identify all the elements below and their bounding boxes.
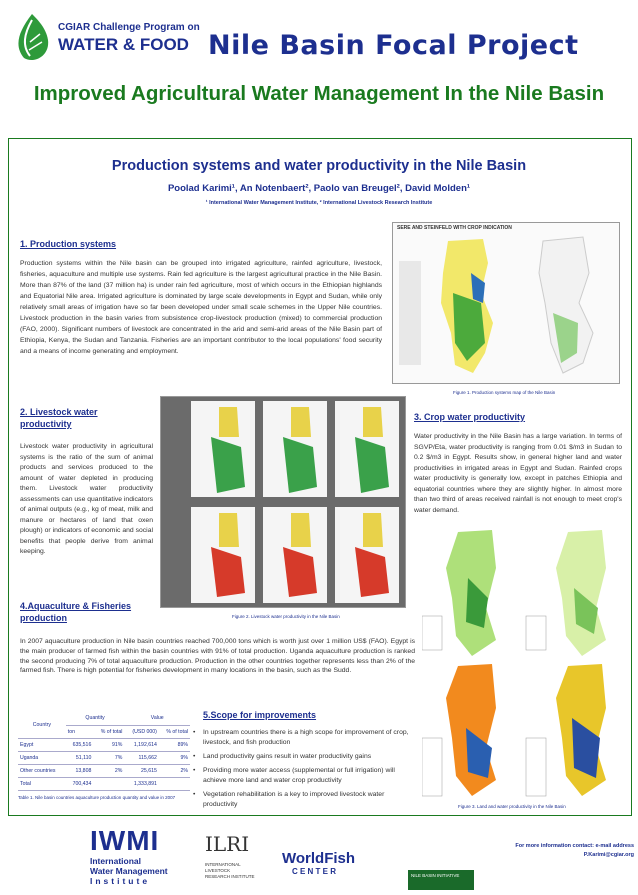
table-row xyxy=(18,764,190,777)
table-cell: 13,808 xyxy=(66,764,94,777)
ilri-logo: ILRI INTERNATIONAL LIVESTOCK RESEARCH INSTITUTE xyxy=(205,832,255,879)
contact-info: For more information contact: e-mail address P.Karimi@cgiar.org xyxy=(488,842,634,860)
col-quantity: Quantity xyxy=(66,712,125,725)
sub-col: (USD 000) xyxy=(124,725,159,738)
aquaculture-table xyxy=(18,712,190,800)
section3-text: Water productivity in the Nile Basin has a large variation. In terms of SGVP/Eta, water productivity is ranging from 0.01 $/m3 in Sudan to 0.2 $/m3 in Egypt. Results show, in general higher land and water productivities in irrigated areas in Egypt and Sudan. Rainfed crops water productivity is generally low, except in patches Ethiopia and equatorial countries where they are slightly higher. In almost more than two third of areas received rainfall is not enough to meet crop's water demand. xyxy=(414,433,622,514)
iwmi-logo: IWMI International Water Management Institute xyxy=(90,825,168,886)
section5-heading: 5.Scope for improvements xyxy=(203,710,317,720)
table-cell: 115,662 xyxy=(124,751,159,764)
table-caption: Table 1. Nile basin countries aquaculture production quantity and value in 2007 xyxy=(18,794,176,800)
sub-col: ton xyxy=(66,725,94,738)
col-value: Value xyxy=(124,712,190,725)
livestock-maps-grid xyxy=(161,397,406,608)
production-systems-map xyxy=(393,233,620,384)
list-item: • Land productivity gains result in water productivity gains xyxy=(193,752,415,762)
table-cell: 700,434 xyxy=(66,777,94,790)
figure1-map xyxy=(392,222,620,384)
leaf-drop-icon xyxy=(10,12,54,62)
productivity-maps xyxy=(422,528,632,802)
nbi-logo: NILE BASIN INITIATIVE xyxy=(408,870,474,890)
section4-heading: 4.Aquaculture & Fisheries production xyxy=(20,601,132,623)
table-cell xyxy=(159,777,190,790)
section1-heading: 1. Production systems xyxy=(20,239,117,249)
section2-text: Livestock water productivity in agricultural systems is the ratio of the sum of animal products and services produced to the amount of water depleted in producing them. Livestock water productivity assessments can use quantitative indicators of animal outputs (e.g., kg of meat, milk and manure or hectares of land that oxen plough) or indicators of economic and social benefits that people derive from animal keeping. xyxy=(20,443,153,555)
table-cell: Egypt xyxy=(18,738,66,751)
col-country: Country xyxy=(18,712,66,738)
table-cell xyxy=(93,777,124,790)
table-cell: 635,516 xyxy=(66,738,94,751)
section5-bullets xyxy=(193,728,415,814)
table-cell: 2% xyxy=(159,764,190,777)
cgiar-logo xyxy=(6,8,206,68)
table-cell: 1,333,891 xyxy=(124,777,159,790)
poster-title: Production systems and water productivity in the Nile Basin xyxy=(111,158,527,174)
figure2-caption: Figure 2. Livestock water productivity in the Nile Basin xyxy=(232,614,340,619)
section2-heading: 2. Livestock water productivity xyxy=(20,407,98,429)
table-row xyxy=(18,738,190,751)
worldfish-logo: WorldFish C E N T E R xyxy=(282,850,356,876)
authors: Poolad Karimi¹, An Notenbaert², Paolo van Breugel², David Molden¹ xyxy=(167,183,471,194)
section4-text: In 2007 aquaculture production in Nile basin countries reached 700,000 tons which is worth just over 1 million US$ (FAO). Egypt is the main producer of farmed fish within the basin countries with 91% of total production. Uganda aquaculture production is ranked the second producing 7% of total aquaculture production. Production in the other countries together represents less than 2% of the farmed fish. There is high potential for fisheries development in many locations in the basin, such as the Sudd. xyxy=(20,638,415,675)
logo-line1: CGIAR Challenge Program on xyxy=(58,22,200,33)
list-item: • Providing more water access (supplemental or full irrigation) will achieve more land and water crop productivity xyxy=(193,766,415,786)
table-cell: 51,110 xyxy=(66,751,94,764)
table-cell: 89% xyxy=(159,738,190,751)
table-cell: 2% xyxy=(93,764,124,777)
contact-email[interactable]: P.Karimi@cgiar.org xyxy=(583,852,634,858)
table-cell: Other countries xyxy=(18,764,66,777)
sub-col: % of total xyxy=(93,725,124,738)
figure1-title: SERE AND STEINFELD WITH CROP INDICATION xyxy=(397,225,512,231)
figure3-caption: Figure 3. Land and water productivity in the Nile Basin xyxy=(458,804,566,809)
figure2-livestock-maps xyxy=(160,396,406,608)
table-row xyxy=(18,751,190,764)
page-subtitle: Improved Agricultural Water Management In the Nile Basin xyxy=(33,82,605,105)
affiliations: ¹ International Water Management Institute, ² International Livestock Research Institute xyxy=(205,200,433,206)
section1-text: Production systems within the Nile basin can be grouped into irrigated agriculture, rainfed agriculture, livestock, fisheries, aquaculture and multiple use systems. Rain fed agriculture is the largest agricultural practice in the Nile Basin. More than 87% of the land (37 million ha) is under rain fed agriculture, most of which occurs in the Ethiopian highlands and Equatorial Nile area. Irrigated agriculture is dominated by large scale developments in Egypt and Sudan, while only relatively small areas of irrigation have so far been developed under small scale schemes in the Upper Nile countries. Livestock production in the basin varies from subsistence crop-livestock production (mixed) to commercial production (FAO, 2000). Significant numbers of livestock are concentrated in the arid and semi-arid areas of the Nile Basin part of Ethiopia, Kenya, the Sudan and Tanzania. Fisheries are an important contributor to the local populations' food security and a means of income generating and employment. xyxy=(20,260,382,355)
table-cell: 1,192,614 xyxy=(124,738,159,751)
table-cell: 91% xyxy=(93,738,124,751)
table-cell: 25,615 xyxy=(124,764,159,777)
table-cell: Uganda xyxy=(18,751,66,764)
figure3-maps xyxy=(422,528,632,802)
table-cell: 7% xyxy=(93,751,124,764)
list-item: • In upstream countries there is a high scope for improvement of crop, livestock, and fish production xyxy=(193,728,415,748)
section3-heading: 3. Crop water productivity xyxy=(414,412,526,422)
table-cell: 9% xyxy=(159,751,190,764)
page-title: Nile Basin Focal Project xyxy=(208,30,579,61)
figure1-caption: Figure 1. Production systems map of the Nile Basin xyxy=(453,390,556,395)
logo-line2: WATER & FOOD xyxy=(58,35,189,54)
table-cell: Total xyxy=(18,777,66,790)
list-item: • Vegetation rehabilitation is a key to improved livestock water productivity xyxy=(193,790,415,810)
sub-col: % of total xyxy=(159,725,190,738)
table-row xyxy=(18,777,190,790)
